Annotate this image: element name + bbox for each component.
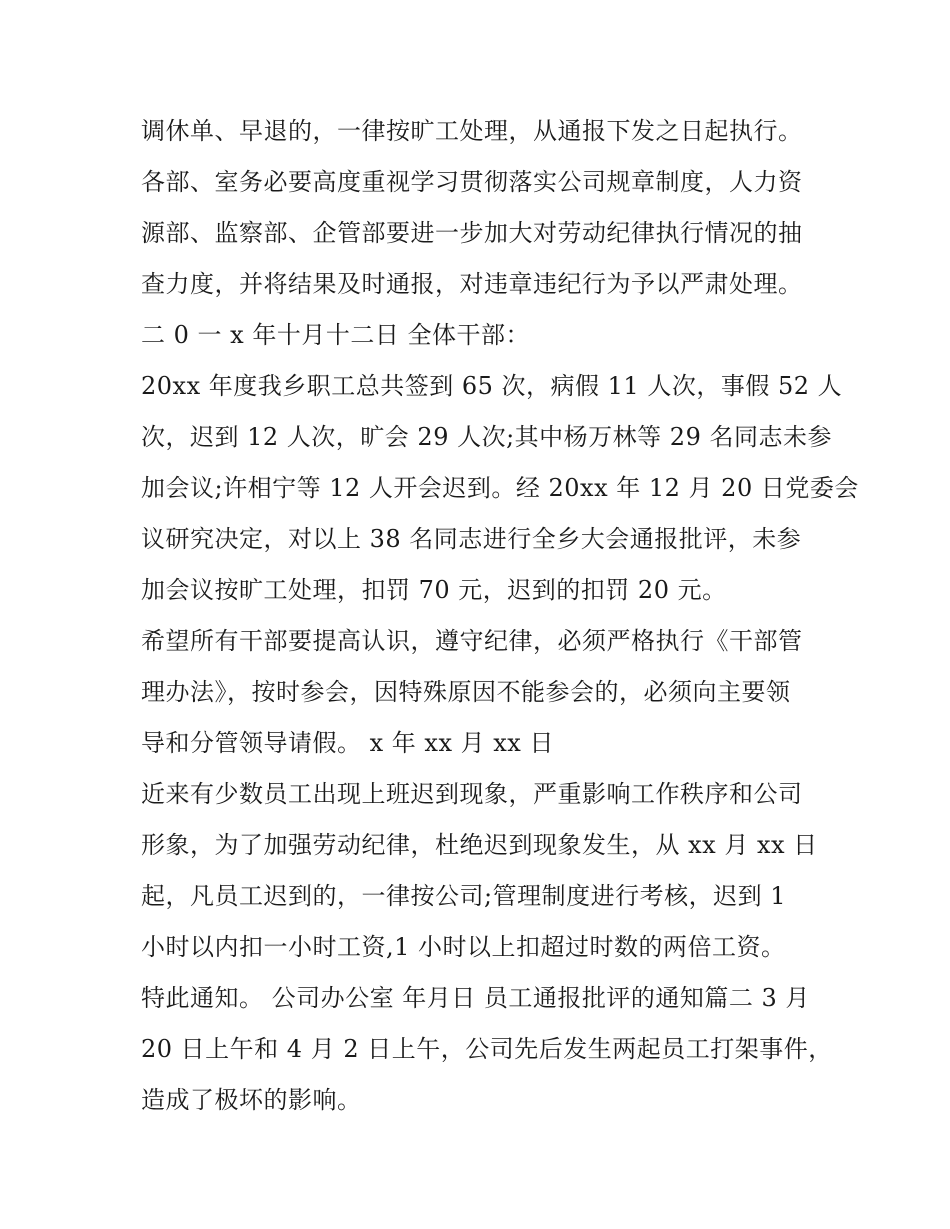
text-line: 导和分管领导请假。 x 年 xx 月 xx 日 bbox=[141, 729, 554, 757]
text-line: 源部、监察部、企管部要进一步加大对劳动纪律执行情况的抽 bbox=[141, 219, 803, 247]
text-line: 形象，为了加强劳动纪律，杜绝迟到现象发生，从 xx 月 xx 日 bbox=[141, 831, 818, 859]
text-line: 20 日上午和 4 月 2 日上午，公司先后发生两起员工打架事件， bbox=[141, 1035, 833, 1063]
text-line: 加会议;许相宁等 12 人开会迟到。经 20xx 年 12 月 20 日党委会 bbox=[141, 474, 859, 502]
text-line: 加会议按旷工处理，扣罚 70 元，迟到的扣罚 20 元。 bbox=[141, 576, 727, 604]
text-line: 理办法》，按时参会，因特殊原因不能参会的，必须向主要领 bbox=[141, 678, 791, 706]
text-line: 特此通知。 公司办公室 年月日 员工通报批评的通知篇二 3 月 bbox=[141, 984, 810, 1012]
text-line: 造成了极坏的影响。 bbox=[141, 1086, 362, 1114]
text-line: 小时以内扣一小时工资,1 小时以上扣超过时数的两倍工资。 bbox=[141, 933, 786, 961]
text-line: 调休单、早退的，一律按旷工处理，从通报下发之日起执行。 bbox=[141, 117, 803, 145]
text-line: 各部、室务必要高度重视学习贯彻落实公司规章制度，人力资 bbox=[141, 168, 803, 196]
text-line: 希望所有干部要提高认识，遵守纪律，必须严格执行《干部管 bbox=[141, 627, 803, 655]
text-line: 议研究决定，对以上 38 名同志进行全乡大会通报批评，未参 bbox=[141, 525, 802, 553]
text-line: 次，迟到 12 人次，旷会 29 人次;其中杨万林等 29 名同志未参 bbox=[141, 423, 832, 451]
text-line: 查力度，并将结果及时通报，对违章违纪行为予以严肃处理。 bbox=[141, 270, 803, 298]
text-line: 二 0 一 x 年十月十二日 全体干部： bbox=[141, 321, 530, 349]
text-line: 起，凡员工迟到的，一律按公司;管理制度进行考核，迟到 1 bbox=[141, 882, 786, 910]
text-line: 20xx 年度我乡职工总共签到 65 次，病假 11 人次，事假 52 人 bbox=[141, 372, 843, 400]
document-body bbox=[141, 106, 859, 1126]
text-line: 近来有少数员工出现上班迟到现象，严重影响工作秩序和公司 bbox=[141, 780, 803, 808]
